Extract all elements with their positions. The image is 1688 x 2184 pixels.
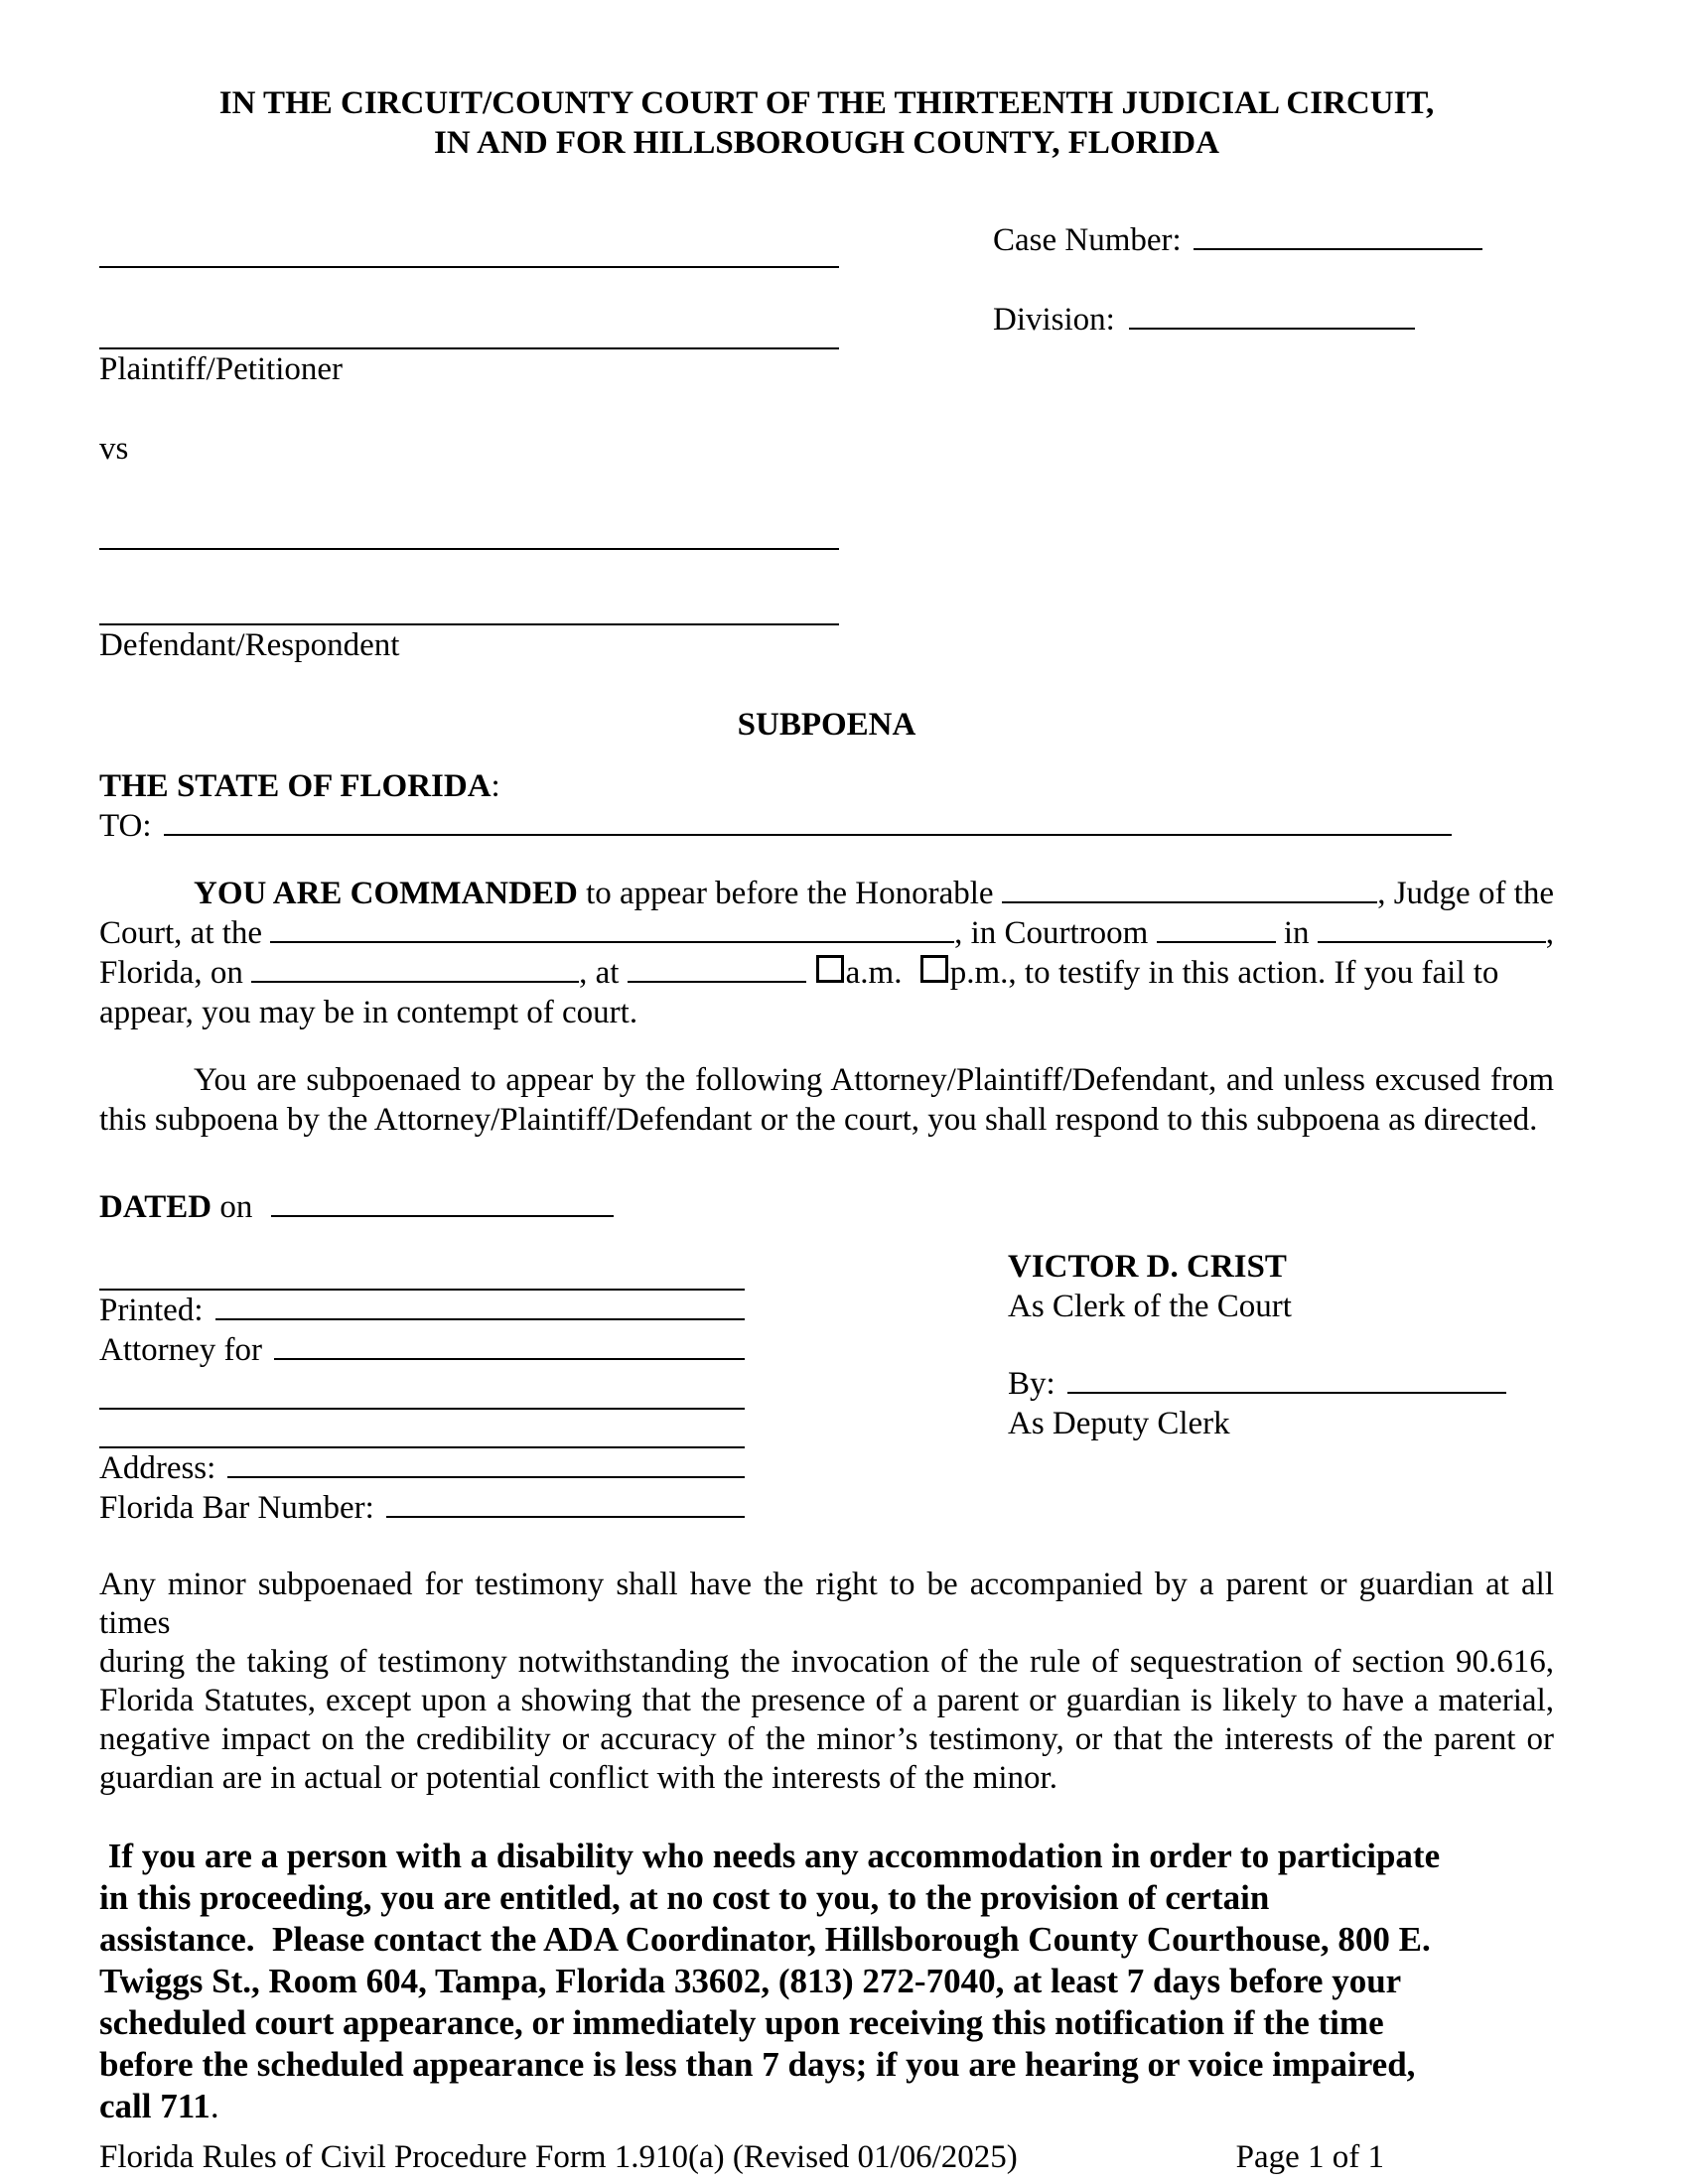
bar-number-row <box>99 1488 745 1528</box>
minor-line4: negative impact on the credibility or accuracy of the minor’s testimony, or that the interests of the parent or <box>99 1721 1554 1757</box>
ada-line4: Twiggs St., Room 604, Tampa, Florida 33602, (813) 272-7040, at least 7 days before your <box>99 1962 1402 2000</box>
to-row <box>99 806 1554 846</box>
appearance-time-field[interactable] <box>628 977 806 983</box>
attorney-for-row <box>99 1330 745 1370</box>
am-label: a.m. <box>845 955 911 991</box>
minor-line3: Florida Statutes, except upon a showing that the presence of a parent or guardian is likely to have a material, <box>99 1683 1554 1718</box>
to-label: TO: <box>99 808 152 844</box>
division-row <box>993 300 1554 340</box>
in-courtroom-text: , in Courtroom <box>954 915 1157 951</box>
attorney-signature-column <box>99 1227 745 1528</box>
subpoena-recipient-field[interactable] <box>164 830 1452 836</box>
case-number-field[interactable] <box>1194 244 1482 250</box>
division-label: Division: <box>993 302 1115 338</box>
commanded-line4: appear, you may be in contempt of court. <box>99 995 638 1030</box>
dated-row <box>99 1187 1554 1227</box>
as-clerk-label: As Clerk of the Court <box>1008 1289 1292 1324</box>
court-at-the-text: Court, at the <box>99 915 271 951</box>
ada-notice-paragraph <box>99 1836 1554 2127</box>
case-number-label: Case Number: <box>993 222 1182 258</box>
plaintiff-label: Plaintiff/Petitioner <box>99 351 344 387</box>
judge-name-field[interactable] <box>1002 897 1377 903</box>
subpoenaed-line1: You are subpoenaed to appear by the following Attorney/Plaintiff/Defendant, and unless excused from <box>194 1062 1554 1098</box>
as-deputy-clerk-label: As Deputy Clerk <box>1008 1406 1230 1441</box>
attorney-for-field[interactable] <box>274 1354 745 1360</box>
court-header-line2: IN AND FOR HILLSBOROUGH COUNTY, FLORIDA <box>434 125 1219 161</box>
pm-label-and-text: p.m., to testify in this action. If you fail to <box>949 955 1499 991</box>
commanded-line2 <box>99 913 1554 953</box>
commanded-paragraph <box>99 874 1554 1032</box>
pm-checkbox[interactable] <box>920 955 948 983</box>
case-number-row <box>993 220 1554 260</box>
commanded-text-1: to appear before the Honorable <box>577 876 1002 911</box>
ada-line7 <box>99 2086 1554 2127</box>
commanded-line3 <box>99 953 1554 993</box>
address-field-line3[interactable] <box>227 1472 745 1478</box>
ada-line2: in this proceeding, you are entitled, at no cost to you, to the provision of certain <box>99 1878 1270 1917</box>
vs-label: vs <box>99 431 129 467</box>
form-citation: Florida Rules of Civil Procedure Form 1.910(a) (Revised 01/06/2025) <box>99 2139 1018 2175</box>
division-field[interactable] <box>1129 324 1415 330</box>
minor-line1: Any minor subpoenaed for testimony shall have the right to be accompanied by a parent or guardian at all times <box>99 1567 1554 1641</box>
printed-label: Printed: <box>99 1293 204 1328</box>
state-colon: : <box>491 768 500 804</box>
deputy-clerk-signature-field[interactable] <box>1067 1388 1506 1394</box>
party-column <box>99 199 839 665</box>
appearance-date-field[interactable] <box>251 977 579 983</box>
plaintiff-name-field-line1[interactable] <box>99 199 839 268</box>
minor-paragraph <box>99 1566 1554 1798</box>
page-number: Page 1 of 1 <box>1235 2139 1384 2175</box>
attorney-signature-field[interactable] <box>99 1227 745 1291</box>
you-are-commanded-label: YOU ARE COMMANDED <box>194 876 578 911</box>
by-label: By: <box>1008 1366 1055 1402</box>
minor-line2: during the taking of testimony notwithstanding the invocation of the rule of sequestration of section 90.616, <box>99 1644 1554 1680</box>
minor-line5: guardian are in actual or potential conflict with the interests of the minor. <box>99 1760 1057 1796</box>
florida-bar-number-field[interactable] <box>386 1512 745 1518</box>
city-field[interactable] <box>1318 937 1546 943</box>
ada-final-period: . <box>210 2087 219 2125</box>
defendant-name-field-line2[interactable] <box>99 550 839 625</box>
florida-bar-number-label: Florida Bar Number: <box>99 1490 374 1526</box>
at-text: , at <box>579 955 628 991</box>
dated-date-field[interactable] <box>271 1211 614 1217</box>
address-field-line1[interactable] <box>99 1370 745 1410</box>
address-row <box>99 1448 745 1488</box>
court-header-line1: IN THE CIRCUIT/COUNTY COURT OF THE THIRTEENTH JUDICIAL CIRCUIT, <box>218 85 1435 121</box>
address-label: Address: <box>99 1450 216 1486</box>
printed-row <box>99 1291 745 1330</box>
courtroom-number-field[interactable] <box>1157 937 1276 943</box>
defendant-name-field-line1[interactable] <box>99 469 839 550</box>
line2-comma: , <box>1545 915 1554 951</box>
ada-line1: If you are a person with a disability who needs any accommodation in order to participate <box>99 1837 1441 1875</box>
ada-line3: assistance. Please contact the ADA Coordinator, Hillsborough County Courthouse, 800 E. <box>99 1920 1431 1959</box>
commanded-line1 <box>99 874 1554 913</box>
dated-on-text: on <box>211 1189 261 1225</box>
deputy-by-row <box>1008 1364 1554 1404</box>
clerk-column <box>1008 1247 1554 1528</box>
signature-block <box>99 1227 1554 1528</box>
state-of-florida-line <box>99 766 1554 806</box>
in-text: in <box>1275 915 1318 951</box>
printed-name-field[interactable] <box>215 1314 746 1320</box>
state-of-florida-label: THE STATE OF FLORIDA <box>99 768 492 804</box>
case-caption <box>99 199 1554 665</box>
judge-suffix-text: , Judge of the <box>1377 876 1554 911</box>
document-title: SUBPOENA <box>737 707 916 743</box>
subpoenaed-line2: this subpoena by the Attorney/Plaintiff/Defendant or the court, you shall respond to this subpoena as directed. <box>99 1102 1538 1138</box>
court-location-field[interactable] <box>270 937 954 943</box>
page-footer <box>99 2137 1554 2177</box>
ada-line6: before the scheduled appearance is less than 7 days; if you are hearing or voice impaired, <box>99 2045 1416 2084</box>
florida-on-text: Florida, on <box>99 955 252 991</box>
clerk-name: VICTOR D. CRIST <box>1008 1249 1287 1285</box>
case-info-column <box>993 199 1554 665</box>
address-field-line2[interactable] <box>99 1410 745 1448</box>
call-711-text: call 711 <box>99 2087 211 2125</box>
defendant-label: Defendant/Respondent <box>99 627 400 663</box>
subpoenaed-paragraph <box>99 1060 1554 1140</box>
am-checkbox[interactable] <box>816 955 844 983</box>
dated-label: DATED <box>99 1189 212 1225</box>
attorney-for-label: Attorney for <box>99 1332 263 1368</box>
plaintiff-name-field-line2[interactable] <box>99 268 839 349</box>
ada-line5: scheduled court appearance, or immediately upon receiving this notification if the time <box>99 2003 1384 2042</box>
